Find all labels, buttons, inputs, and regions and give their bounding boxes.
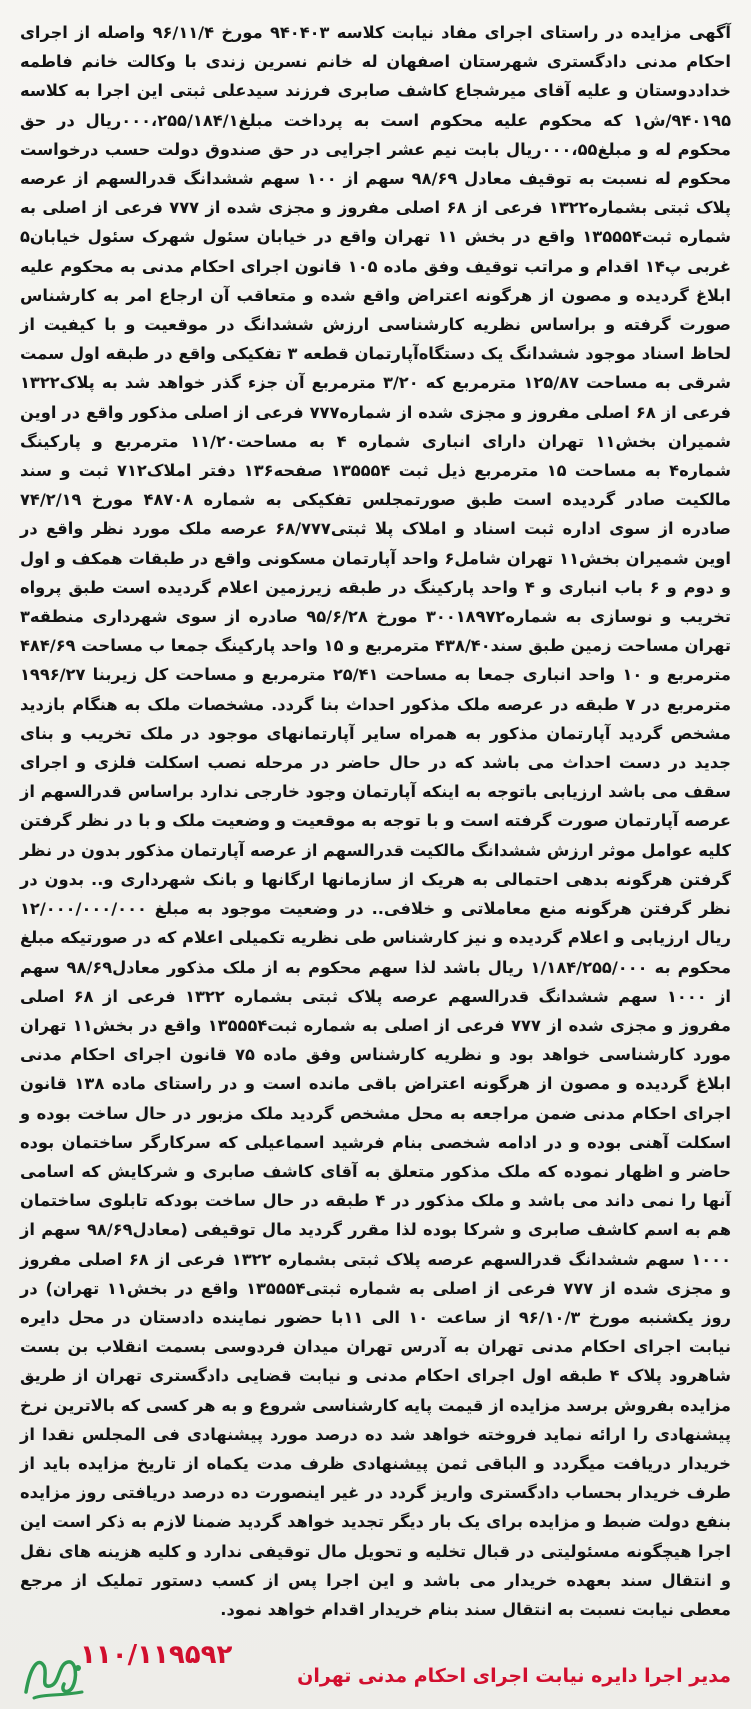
signer-title: مدیر اجرا دایره نیابت اجرای احکام مدنی تهران: [297, 1665, 731, 1687]
auction-notice-text: آگهی مزایده در راستای اجرای مفاد نیابت کلاسه ۹۴۰۴۰۳ مورخ ۹۶/۱۱/۴ واصله از اجرای احکام مدنی دادگستری شهرستان اصفهان له خانم نسرین زندی با وکالت خانم فاطمه خداددوستان و علیه آقای میرشجاع کاشف صابری فرزند سیدعلی ثبتی این اجرا به کلاسه ۹۴۰۱۹۵/ش۱ که محکوم علیه محکوم است به پرداخت مبلغ۰۰۰،۲۵۵/۱۸۴/۱ریال در حق محکوم له و مبلغ۰۰۰،۵۵ریال بابت نیم عشر اجرایی در حق صندوق دولت حسب درخواست محکوم له نسبت به توقیف معادل ۹۸/۶۹ سهم از ۱۰۰ سهم ششدانگ قدرالسهم از عرصه پلاک ثبتی بشماره۱۳۲۲ فرعی از ۶۸ اصلی مفروز و مجزی شده از ۷۷۷ فرعی از اصلی به شماره ثبت۱۳۵۵۵۴ واقع در بخش ۱۱ تهران واقع در خیابان سئول شهرک سئول خیابان۵ غربی پ۱۴ اقدام و مراتب توقیف وفق ماده ۱۰۵ قانون اجرای احکام مدنی به محکوم علیه ابلاغ گردیده و مصون از هرگونه اعتراض واقع شده و متعاقب آن ارجاع امر به کارشناس صورت گرفته و براساس نظریه کارشناسی ارزش ششدانگ در موقعیت و با کیفیت از لحاظ اسناد موجود ششدانگ یک دستگاه‌آپارتمان قطعه ۳ تفکیکی واقع در طبقه اول سمت شرقی به مساحت ۱۲۵/۸۷ مترمربع که ۳/۲۰ مترمربع آن جزء گذر خواهد شد به پلاک۱۳۲۲ فرعی از ۶۸ اصلی مفروز و مجزی شده از شماره۷۷۷ فرعی از اصلی مذکور واقع در اوین شمیران بخش۱۱ تهران دارای انباری شماره ۴ به مساحت۱۱/۲۰ مترمربع و پارکینگ شماره۴ به مساحت ۱۵ مترمربع ذیل ثبت ۱۳۵۵۵۴ صفحه۱۳۶ دفتر املاک۷۱۲ ثبت و سند مالکیت صادر گردیده است طبق صورتمجلس تفکیکی به شماره ۴۸۷۰۸ مورخ ۷۴/۲/۱۹ صادره از سوی اداره ثبت اسناد و املاک پلا ثبتی۶۸/۷۷۷ عرصه ملک مورد نظر واقع در اوین شمیران بخش۱۱ تهران شامل۶ واحد آپارتمان مسکونی واقع در طبقات همکف و اول و دوم و ۶ باب انباری و ۴ واحد پارکینگ در طبقه زیرزمین اعلام گردیده است طبق پرواه تخریب و نوسازی به شماره۳۰۰۱۸۹۷۲ مورخ ۹۵/۶/۲۸ صادره از سوی شهرداری منطقه۳ تهران مساحت زمین طبق سند۴۳۸/۴۰ مترمربع و ۱۵ واحد پارکینگ جمعا ب مساحت ۴۸۴/۶۹ مترمربع و ۱۰ واحد انباری جمعا به مساحت ۲۵/۴۱ مترمربع و مساحت کل زیربنا ۱۹۹۶/۲۷ مترمربع در ۷ طبقه در عرصه ملک مذکور احداث بنا گردد. مشخصات ملک به هنگام بازدید مشخص گردید آپارتمان مذکور به همراه سایر آپارتمانهای موجود در ملک تخریب و بنای جدید در دست احداث می باشد که در حال حاضر در مرحله نصب اسکلت فلزی و اجرای سقف می باشد ارزیابی باتوجه به اینکه آپارتمان وجود خارجی ندارد براساس قدرالسهم از عرصه آپارتمان صورت گرفته است و با توجه به موقعیت و وضعیت ملک و با در نظر گرفتن کلیه عوامل موثر ارزش ششدانگ مالکیت قدرالسهم از عرصه آپارتمان مذکور بدون در نظر گرفتن هرگونه بدهی احتمالی به هریک از سازمانها ارگانها و بانک شهرداری و.. بدون در نظر گرفتن هرگونه منع معاملاتی و خلافی.. در وضعیت موجود به مبلغ ۱۲/۰۰۰/۰۰۰/۰۰۰ ریال ارزیابی و اعلام گردیده و نیز کارشناس طی نظریه تکمیلی اعلام که در صورتیکه مبلغ محکوم به ۱/۱۸۴/۲۵۵/۰۰۰ ریال باشد لذا سهم محکوم به از ملک مذکور معادل۹۸/۶۹ سهم از ۱۰۰۰ سهم ششدانگ قدرالسهم عرصه پلاک ثبتی بشماره ۱۳۲۲ فرعی از ۶۸ اصلی مفروز و مجزی شده از ۷۷۷ فرعی از اصلی به شماره ثبت۱۳۵۵۵۴ واقع در بخش۱۱ تهران مورد کارشناسی خواهد بود و نظریه کارشناس وفق ماده ۷۵ قانون اجرای احکام مدنی ابلاغ گردیده و مصون از هرگونه اعتراض باقی مانده است و در راستای ماده ۱۳۸ قانون اجرای احکام مدنی ضمن مراجعه به محل مشخص گردید ملک مزبور در حال ساخت بوده و اسکلت آهنی بوده و در ادامه شخصی بنام فرشید اسماعیلی که سرکارگر ساختمان بوده حاضر و اظهار نموده که ملک مذکور متعلق به آقای کاشف صابری و شرکایش که اسامی آنها را نمی داند می باشد و ملک مذکور در ۴ طبقه در حال ساخت بودکه تابلوی ساختمان هم به اسم کاشف صابری و شرکا بوده لذا مقرر گردید مال توقیفی (معادل۹۸/۶۹ سهم از ۱۰۰۰ سهم ششدانگ قدرالسهم عرصه پلاک ثبتی بشماره ۱۳۲۲ فرعی از ۶۸ اصلی مفروز و مجزی شده از ۷۷۷ فرعی از اصلی به شماره ثبتی۱۳۵۵۵۴ واقع در بخش۱۱ تهران) در روز یکشنبه مورخ ۹۶/۱۰/۳ از ساعت ۱۰ الی ۱۱با حضور نماینده دادستان در محل دایره نیابت اجرای احکام مدنی تهران به آدرس تهران میدان فردوسی بسمت انقلاب بن بست شاهرود پلاک ۴ طبقه اول اجرای احکام مدنی و نیابت قضایی دادگستری تهران از طریق مزایده بفروش برسد مزایده از قیمت پایه کارشناسی شروع و به هر کسی که بالاترین نرخ پیشنهادی را ارائه نماید فروخته خواهد شد ده درصد مورد پیشنهادی فی المجلس نقدا از خریدار دریافت میگردد و الباقی ثمن پیشنهادی ظرف مدت یکماه از تاریخ مزایده باید از طرف خریدار بحساب دادگستری واریز گردد در غیر اینصورت ده درصد دریافتی روز مزایده بنفع دولت ضبط و مزایده برای یک بار دیگر تجدید خواهد گردید ضمنا لازم به ذکر است این اجرا هیچگونه مسئولیتی در قبال تخلیه و تحویل مال توقیفی ندارد و کلیه هزینه های نقل و انتقال سند بعهده خریدار می باشد و این اجرا پس از کسب دستور تملیک از مرجع معطی نیابت نسبت به انتقال سند بنام خریدار اقدام خواهد نمود.: [20, 23, 732, 1619]
handwritten-signature-icon: [20, 1648, 88, 1704]
notice-footer: [20, 1640, 731, 1702]
notice-reference-code: ۱۱۰/۱۱۹۵۹۲: [80, 1640, 233, 1670]
